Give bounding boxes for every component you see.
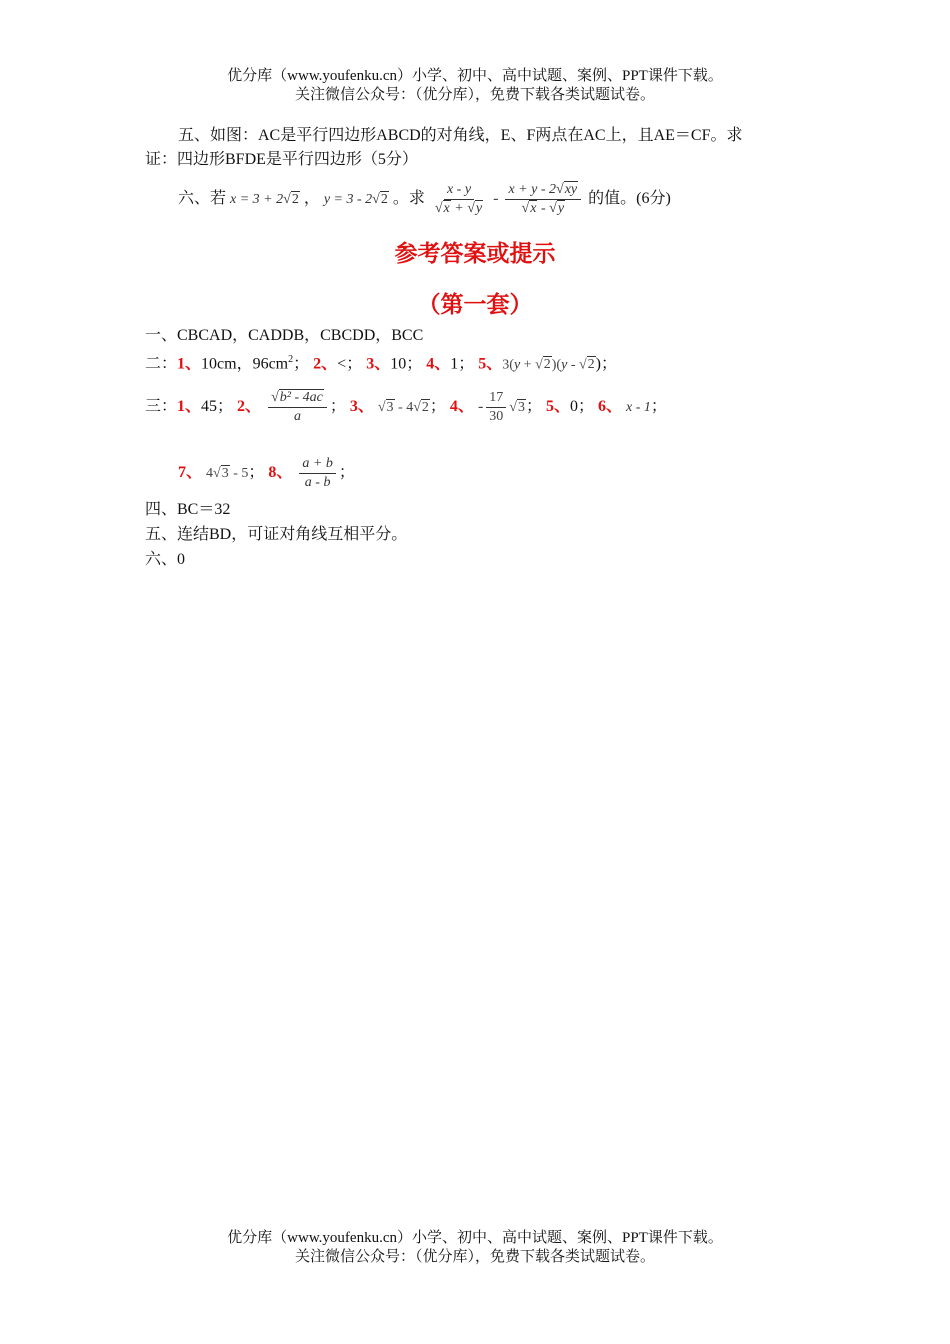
answer-section-5: 五、连结BD，可证对角线互相平分。: [145, 526, 408, 543]
answer-section-2: 二：1、10cm，$96cm^2$； 2、<； 3、10； 4、1； 5、3(y + √2)(y - √2)；: [145, 354, 618, 373]
q6-y-expression: y = 3 - 2√2: [323, 192, 388, 207]
footer-line-1: 优分库（www.youfenku.cn）小学、初中、高中试题、案例、PPT课件下载。: [227, 1230, 723, 1246]
answer-3-4-fraction: $\frac{17}{30}$: [486, 390, 506, 425]
header-line-1: 优分库（www.youfenku.cn）小学、初中、高中试题、案例、PPT课件下载。: [227, 68, 723, 84]
q6-minus: -: [493, 190, 499, 207]
question-5-line-1: 五、如图：AC是平行四边形ABCD的对角线，E、F两点在AC上，且AE＝CF。求: [178, 127, 743, 144]
answer-section-4: 四、BC＝32: [145, 501, 231, 518]
answer-3-8-fraction: $\frac{a + b}{a - b}$: [299, 456, 335, 491]
q6-separator: ，: [303, 190, 320, 207]
answer-section-1: 一、CBCAD，CADDB，CBCDD，BCC: [145, 327, 424, 344]
answer-section-3-row-1: 三：1、45； 2、 $\frac{\text{√b² - 4ac}}{a}$ ； 3、 √3 - 4√2； 4、 - $\frac{17}{30}$ √3； 5、0； 6、 x - 1；: [145, 389, 667, 424]
answer-section-6: 六、0: [145, 551, 186, 568]
q6-ask: 。求: [392, 190, 425, 207]
answer-section-3-row-2: 7、 4√3 - 5； 8、 $\frac{a + b}{a - b}$ ；: [178, 455, 355, 490]
answers-subtitle: （第一套）: [417, 292, 533, 318]
q6-prefix: 六、若: [178, 190, 227, 207]
q6-fraction-1: $\frac{x - y}{√x + √y}$: [434, 181, 483, 216]
question-5-line-2: 证：四边形BFDE是平行四边形（5分）: [145, 151, 418, 168]
footer-line-2: 关注微信公众号：（优分库），免费下载各类试题试卷。: [294, 1249, 655, 1265]
header-line-2: 关注微信公众号：（优分库），免费下载各类试题试卷。: [294, 87, 655, 103]
page-footer: [0, 1229, 950, 1267]
q6-suffix: 的值。(6分): [588, 190, 671, 207]
question-6: [178, 180, 671, 219]
q6-x-expression: x = 3 + 2√2: [230, 192, 299, 207]
answers-title: 参考答案或提示: [394, 241, 556, 267]
q6-fraction-2: $\frac{x + y - 2√xy}{√x - √y}$: [505, 182, 581, 217]
answer-3-2-fraction: $\frac{\text{√b² - 4ac}}{a}$: [268, 390, 327, 425]
document-body: [145, 0, 815, 1344]
